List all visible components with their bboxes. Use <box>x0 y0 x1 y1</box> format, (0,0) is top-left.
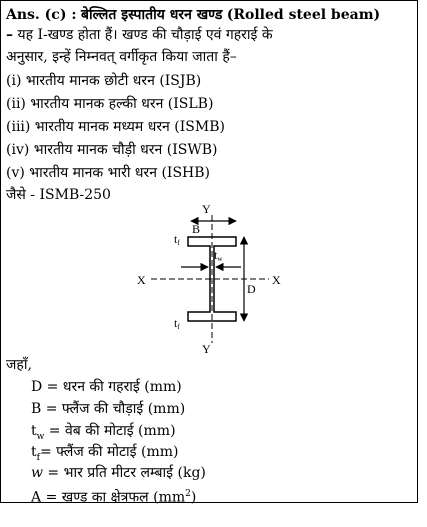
tf-label-bottom: tf <box>174 316 180 331</box>
d-label: D <box>247 282 256 296</box>
tf-label-top: tf <box>174 232 180 247</box>
i-section-diagram <box>1 1 419 361</box>
b-label: B <box>192 222 201 236</box>
desc-text-1: यह I-खण्ड होता हैं। खण्ड की चौड़ाई एवं गहराई के <box>17 27 273 43</box>
desc-line-2: अनुसार, इन्हें निम्नवत् वर्गीकृत किया जाता हैं– <box>6 49 237 65</box>
where-label: जहाँ, <box>6 357 32 373</box>
class-item: (v) भारतीय मानक भारी धरन (ISHB) <box>6 165 210 181</box>
definition-tw: $t_w$ = वेब की मोटाई (mm) <box>31 423 176 442</box>
class-item: (iii) भारतीय मानक मध्यम धरन (ISMB) <box>6 119 225 135</box>
definition-b: B = फ्लैंज की चौड़ाई (mm) <box>31 401 186 417</box>
answer-label: Ans. (c) : <box>6 7 77 23</box>
definition-tf: $t_f=$ फ्लैंज की मोटाई (mm) <box>31 444 179 463</box>
heading-english: (Rolled steel beam) <box>226 7 381 23</box>
definition-a: A = खण्ड का क्षेत्रफल $(mm^2)$ <box>31 489 197 506</box>
class-item: (iv) भारतीय मानक चौड़ी धरन (ISWB) <box>6 142 218 158</box>
tw-label: tw <box>214 248 223 263</box>
heading-hindi: बेल्लित इस्पातीय धरन खण्ड <box>80 7 223 23</box>
class-item: (i) भारतीय मानक छोटी धरन (ISJB) <box>6 73 202 89</box>
y-label-top: Y <box>202 202 211 216</box>
class-item: (ii) भारतीय मानक हल्की धरन (ISLB) <box>6 96 214 112</box>
definition-d: D = धरन की गहराई (mm) <box>31 379 182 395</box>
definition-w: w = भार प्रति मीटर लम्बाई (kg) <box>31 465 206 481</box>
x-label-right: X <box>272 273 281 287</box>
y-label-bottom: Y <box>202 342 211 356</box>
heading-dash: – <box>6 27 13 43</box>
x-label-left: X <box>137 273 146 287</box>
example-line: जैसे - ISMB-250 <box>6 187 111 203</box>
